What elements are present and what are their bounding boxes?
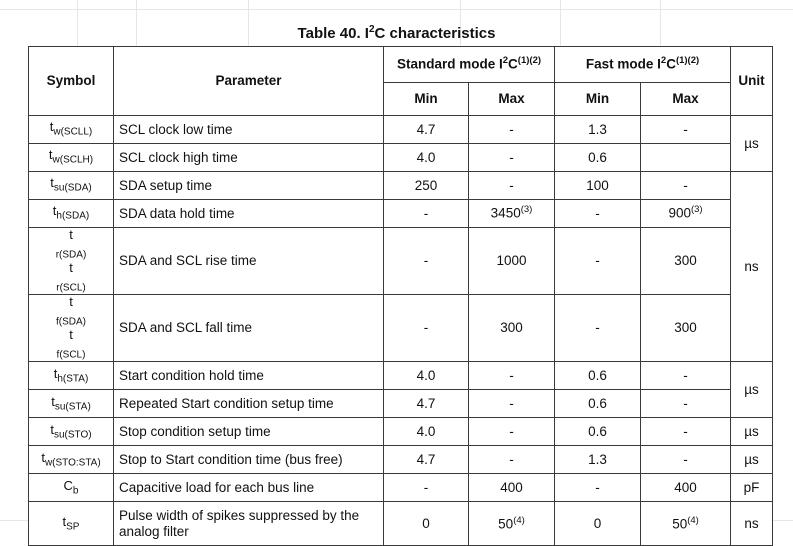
unit-cell: pF <box>731 474 773 502</box>
std-max-cell: - <box>469 390 555 418</box>
fast-min-cell: - <box>555 228 641 295</box>
parameter-cell: SCL clock low time <box>114 116 384 144</box>
unit-cell: ns <box>731 502 773 546</box>
symbol-cell: $t_{h(SDA)}$ <box>29 200 114 228</box>
header-fast-mode: Fast mode $I^2C^{(1)(2)}$ <box>555 47 731 83</box>
parameter-cell: Repeated Start condition setup time <box>114 390 384 418</box>
unit-cell: ns <box>731 172 773 362</box>
fast-max-cell: 900$^{(3)}$ <box>641 200 731 228</box>
parameter-cell: Pulse width of spikes suppressed by the analog filter <box>114 502 384 546</box>
unit-cell: µs <box>731 446 773 474</box>
std-max-cell: - <box>469 172 555 200</box>
fast-max-cell <box>641 144 731 172</box>
table-row <box>29 446 773 474</box>
fast-max-cell: 300 <box>641 295 731 362</box>
std-max-cell: 400 <box>469 474 555 502</box>
symbol-cell: $t_{w(SCLL)}$ <box>29 116 114 144</box>
table-row <box>29 295 773 362</box>
unit-cell: µs <box>731 418 773 446</box>
symbol-cell: $t_{su(STA)}$ <box>29 390 114 418</box>
std-min-cell: - <box>384 474 469 502</box>
table-row <box>29 200 773 228</box>
std-min-cell: 4.0 <box>384 144 469 172</box>
fast-min-cell: - <box>555 200 641 228</box>
std-min-cell: 4.7 <box>384 116 469 144</box>
table-row <box>29 418 773 446</box>
symbol-cell: $t_{h(STA)}$ <box>29 362 114 390</box>
std-max-cell: - <box>469 116 555 144</box>
parameter-cell: SCL clock high time <box>114 144 384 172</box>
symbol-cell: t $_{f(SDA)}$ t $_{f(SCL)}$ <box>29 295 114 362</box>
header-symbol: Symbol <box>29 47 114 116</box>
symbol-cell: $t_{w(SCLH)}$ <box>29 144 114 172</box>
unit-cell: µs <box>731 362 773 418</box>
std-max-cell: 3450$^{(3)}$ <box>469 200 555 228</box>
parameter-cell: Capacitive load for each bus line <box>114 474 384 502</box>
symbol-cell: $t_{su(SDA)}$ <box>29 172 114 200</box>
symbol-cell: $t_{SP}$ <box>29 502 114 546</box>
fast-max-cell: 400 <box>641 474 731 502</box>
std-min-cell: - <box>384 295 469 362</box>
fast-min-cell: - <box>555 474 641 502</box>
std-max-cell: 50$^{(4)}$ <box>469 502 555 546</box>
header-fast-max: Max <box>641 83 731 116</box>
table-row <box>29 144 773 172</box>
symbol-cell: $t_{w(STO:STA)}$ <box>29 446 114 474</box>
std-min-cell: 4.0 <box>384 362 469 390</box>
i2c-characteristics-table <box>28 46 773 546</box>
std-min-cell: 250 <box>384 172 469 200</box>
fast-min-cell: 0.6 <box>555 362 641 390</box>
table-row <box>29 474 773 502</box>
fast-min-cell: 0 <box>555 502 641 546</box>
std-max-cell: 1000 <box>469 228 555 295</box>
header-standard-mode: Standard mode $I^2C^{(1)(2)}$ <box>384 47 555 83</box>
table-row <box>29 116 773 144</box>
unit-cell: µs <box>731 116 773 172</box>
symbol-cell: $t_{su(STO)}$ <box>29 418 114 446</box>
parameter-cell: SDA and SCL rise time <box>114 228 384 295</box>
header-std-max: Max <box>469 83 555 116</box>
table-row <box>29 502 773 546</box>
fast-max-cell: - <box>641 362 731 390</box>
std-max-cell: - <box>469 362 555 390</box>
std-max-cell: 300 <box>469 295 555 362</box>
std-max-cell: - <box>469 144 555 172</box>
std-min-cell: - <box>384 200 469 228</box>
header-fast-min: Min <box>555 83 641 116</box>
std-min-cell: - <box>384 228 469 295</box>
fast-max-cell: 50$^{(4)}$ <box>641 502 731 546</box>
fast-max-cell: - <box>641 172 731 200</box>
parameter-cell: Stop condition setup time <box>114 418 384 446</box>
parameter-cell: SDA setup time <box>114 172 384 200</box>
table-row <box>29 172 773 200</box>
std-min-cell: 4.7 <box>384 446 469 474</box>
table-row <box>29 228 773 295</box>
fast-min-cell: - <box>555 295 641 362</box>
fast-max-cell: - <box>641 390 731 418</box>
fast-min-cell: 100 <box>555 172 641 200</box>
parameter-cell: SDA and SCL fall time <box>114 295 384 362</box>
table-row <box>29 362 773 390</box>
parameter-cell: Stop to Start condition time (bus free) <box>114 446 384 474</box>
std-min-cell: 4.7 <box>384 390 469 418</box>
symbol-cell: t $_{r(SDA)}$ t $_{r(SCL)}$ <box>29 228 114 295</box>
fast-min-cell: 0.6 <box>555 144 641 172</box>
fast-min-cell: 1.3 <box>555 116 641 144</box>
fast-min-cell: 0.6 <box>555 418 641 446</box>
header-parameter: Parameter <box>114 47 384 116</box>
fast-max-cell: - <box>641 116 731 144</box>
symbol-cell: $C_b$ <box>29 474 114 502</box>
fast-max-cell: - <box>641 446 731 474</box>
std-min-cell: 0 <box>384 502 469 546</box>
parameter-cell: SDA data hold time <box>114 200 384 228</box>
fast-max-cell: 300 <box>641 228 731 295</box>
std-min-cell: 4.0 <box>384 418 469 446</box>
header-unit: Unit <box>731 47 773 116</box>
std-max-cell: - <box>469 418 555 446</box>
table-title: Table 40. $I^2C$ characteristics <box>297 24 496 42</box>
fast-max-cell: - <box>641 418 731 446</box>
std-max-cell: - <box>469 446 555 474</box>
table-row <box>29 390 773 418</box>
parameter-cell: Start condition hold time <box>114 362 384 390</box>
fast-min-cell: 0.6 <box>555 390 641 418</box>
fast-min-cell: 1.3 <box>555 446 641 474</box>
header-std-min: Min <box>384 83 469 116</box>
